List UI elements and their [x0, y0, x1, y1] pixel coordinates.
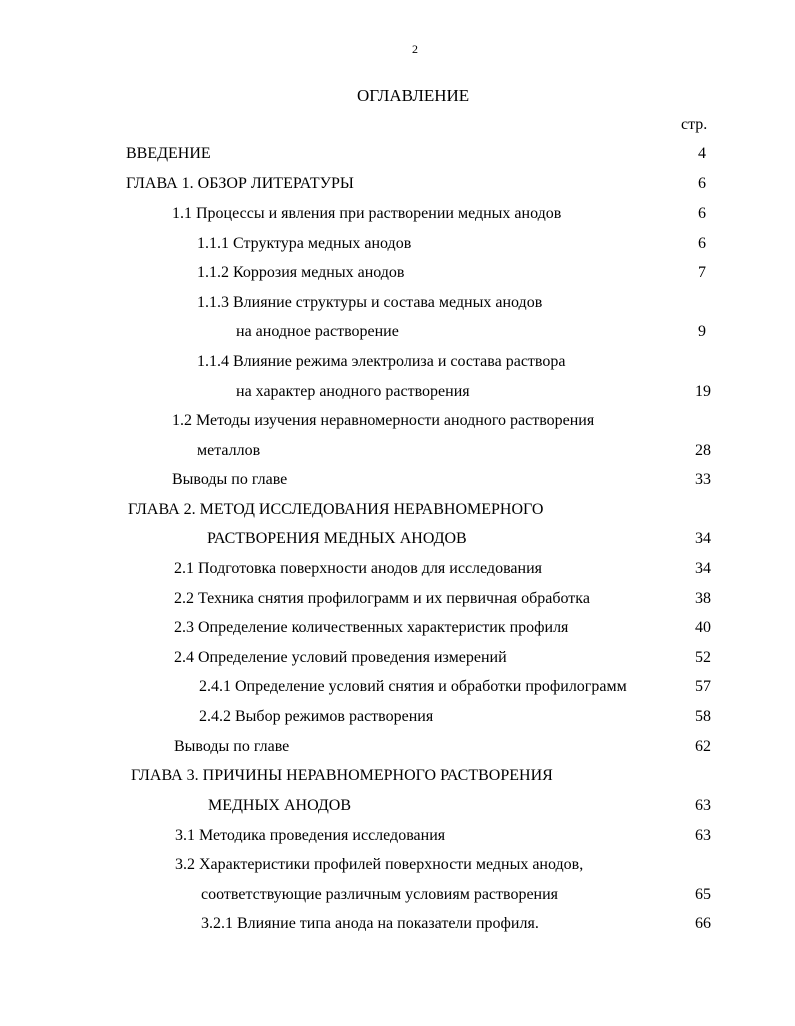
- toc-entry: 2.2 Техника снятия профилограмм и их первичная обработка: [174, 590, 590, 607]
- toc-page: 63: [695, 797, 711, 814]
- toc-page: 38: [695, 590, 711, 607]
- toc-page: 33: [695, 471, 711, 488]
- toc-entry: ВВЕДЕНИЕ: [126, 145, 211, 162]
- toc-entry: 3.2 Характеристики профилей поверхности медных анодов,: [175, 856, 584, 873]
- toc-page: 63: [695, 827, 711, 844]
- toc-entry: на характер анодного растворения: [236, 383, 470, 400]
- toc-entry: Выводы по главе: [174, 738, 290, 755]
- toc-entry: 1.1.2 Коррозия медных анодов: [197, 264, 405, 281]
- toc-page: 28: [695, 442, 711, 459]
- toc-page: 66: [695, 915, 711, 932]
- toc-entry: ГЛАВА 1. ОБЗОР ЛИТЕРАТУРЫ: [126, 175, 354, 192]
- page-column-label: стр.: [681, 116, 708, 133]
- toc-entry: ГЛАВА 3. ПРИЧИНЫ НЕРАВНОМЕРНОГО РАСТВОРЕНИЯ: [131, 767, 553, 784]
- toc-page: 19: [695, 383, 711, 400]
- toc-page: 62: [695, 738, 711, 755]
- toc-entry: 1.1 Процессы и явления при растворении медных анодов: [172, 205, 562, 222]
- toc-entry: 3.1 Методика проведения исследования: [175, 827, 446, 844]
- toc-page: 52: [695, 649, 711, 666]
- toc-page: 4: [698, 145, 706, 162]
- toc-entry: 2.4.2 Выбор режимов растворения: [199, 708, 434, 725]
- toc-entry: 1.2 Методы изучения неравномерности анодного растворения: [172, 412, 595, 429]
- toc-page: 58: [695, 708, 711, 725]
- toc-entry: 1.1.1 Структура медных анодов: [197, 235, 412, 252]
- toc-entry: 2.4.1 Определение условий снятия и обработки профилограмм: [199, 678, 627, 695]
- toc-entry: МЕДНЫХ АНОДОВ: [208, 797, 351, 814]
- toc-page: 40: [695, 619, 711, 636]
- toc-page: 6: [698, 235, 706, 252]
- toc-page: 7: [698, 264, 706, 281]
- toc-page: 34: [695, 560, 711, 577]
- toc-page: 9: [698, 323, 706, 340]
- toc-entry: РАСТВОРЕНИЯ МЕДНЫХ АНОДОВ: [207, 530, 467, 547]
- toc-entry: 1.1.3 Влияние структуры и состава медных анодов: [197, 294, 543, 311]
- toc-page: 6: [698, 175, 706, 192]
- toc-entry: 3.2.1 Влияние типа анода на показатели профиля.: [201, 915, 539, 932]
- toc-entry: ГЛАВА 2. МЕТОД ИССЛЕДОВАНИЯ НЕРАВНОМЕРНОГО: [128, 501, 544, 518]
- toc-entry: металлов: [197, 442, 261, 459]
- toc-page: 65: [695, 886, 711, 903]
- toc-page: 57: [695, 678, 711, 695]
- toc-heading: ОГЛАВЛЕНИЕ: [357, 86, 470, 105]
- toc-entry: 1.1.4 Влияние режима электролиза и состава раствора: [197, 353, 566, 370]
- page-number: 2: [412, 42, 418, 56]
- toc-entry: соответствующие различным условиям растворения: [201, 886, 559, 903]
- toc-page: 6: [698, 205, 706, 222]
- toc-page: 34: [695, 530, 711, 547]
- toc-entry: Выводы по главе: [172, 471, 288, 488]
- toc-entry: 2.3 Определение количественных характеристик профиля: [174, 619, 569, 636]
- toc-entry: 2.4 Определение условий проведения измерений: [174, 649, 507, 666]
- toc-entry: 2.1 Подготовка поверхности анодов для исследования: [174, 560, 542, 577]
- toc-entry: на анодное растворение: [236, 323, 399, 340]
